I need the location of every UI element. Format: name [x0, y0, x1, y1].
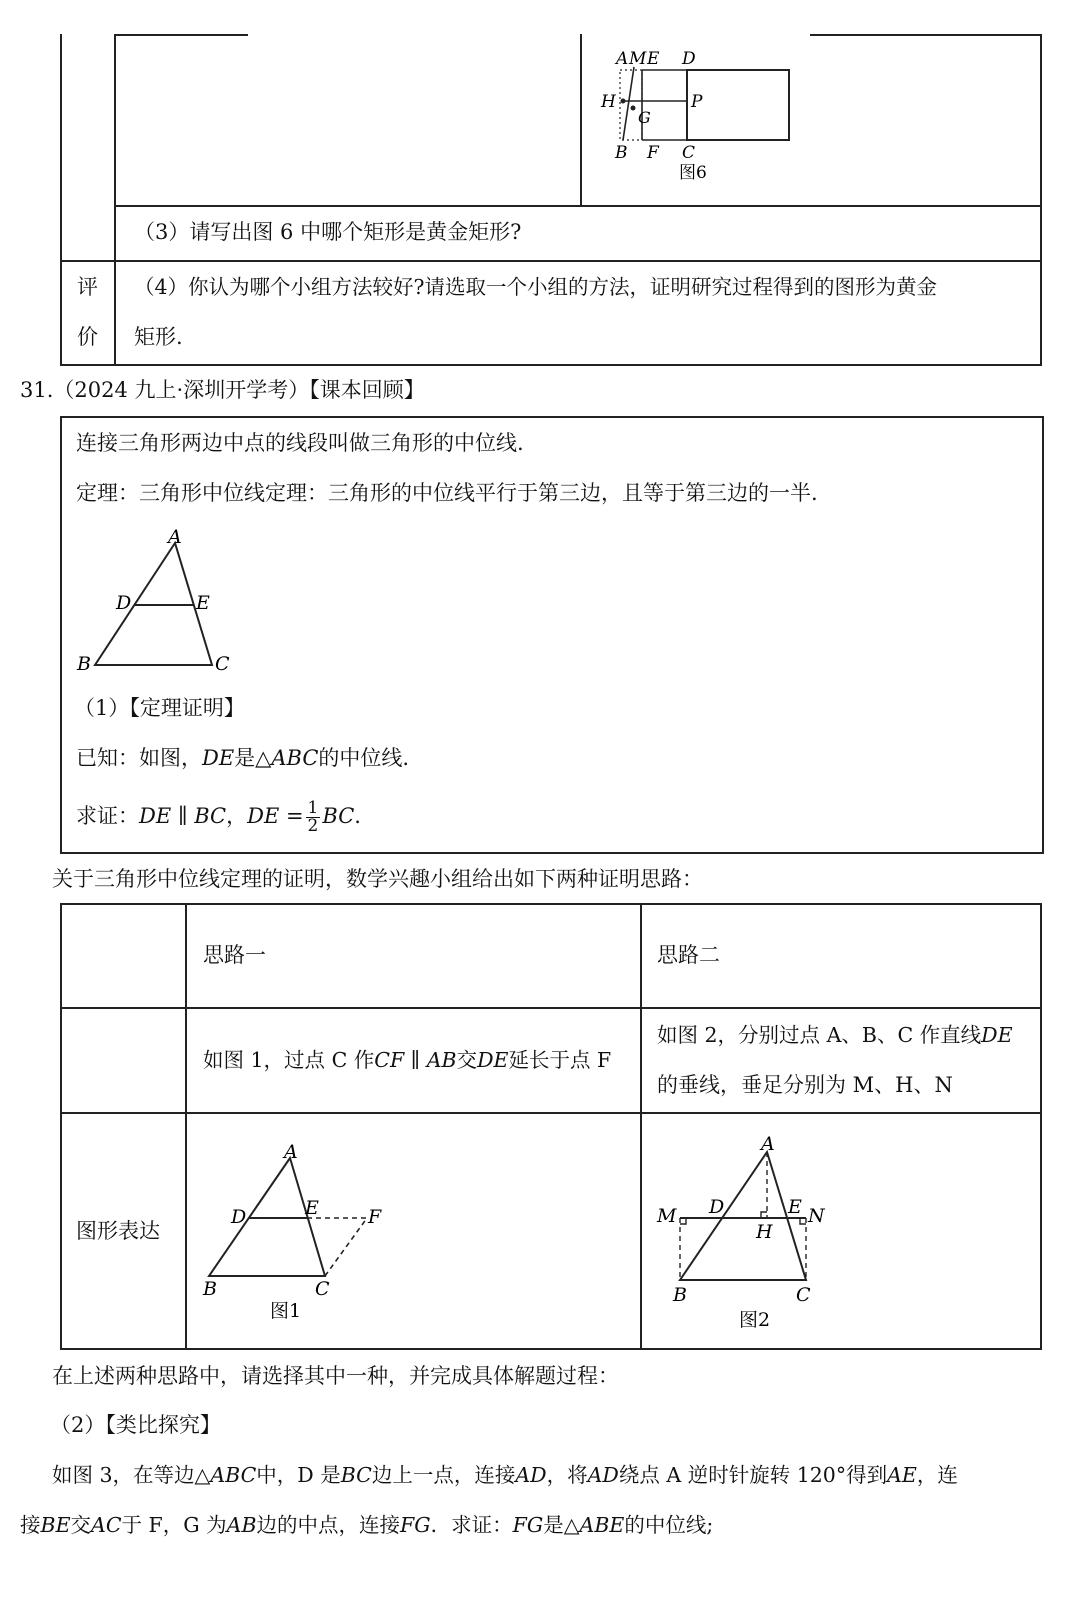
figure-6 — [590, 45, 810, 195]
fig6-label-h: H — [601, 92, 616, 112]
fig6-point-h — [621, 99, 626, 104]
fig1-label-e: E — [305, 1197, 319, 1219]
eval-label-2: 价 — [77, 325, 98, 349]
figure-2 — [650, 1128, 850, 1338]
fig6-label-d: D — [682, 49, 696, 69]
fig2-label-d: D — [709, 1196, 725, 1218]
tri-label-e: E — [196, 592, 210, 614]
part2-title: （2）【类比探究】 — [50, 1413, 221, 1437]
proof-ideas-intro: 关于三角形中位线定理的证明，数学兴趣小组给出如下两种证明思路： — [52, 867, 703, 891]
part2-line1: 如图 3，在等边△ABC中，D 是BC边上一点，连接AD，将AD绕点 A 逆时针旋转 120°得到AE，连 — [52, 1463, 958, 1487]
fig6-label-p: P — [691, 92, 703, 112]
choose-instruction: 在上述两种思路中，请选择其中一种，并完成具体解题过程： — [52, 1364, 619, 1388]
fig6-point-g — [631, 106, 636, 111]
fig6-caption: 图6 — [679, 163, 707, 183]
fig2-label-a: A — [761, 1133, 775, 1155]
tri-label-b: B — [77, 653, 91, 675]
fig6-label-b: B — [615, 143, 628, 163]
fig1-label-d: D — [231, 1206, 247, 1228]
fig6-label-m: M — [629, 49, 647, 69]
eval-label-1: 评 — [77, 275, 98, 299]
fig1-label-f: F — [368, 1206, 382, 1228]
fig2-label-b: B — [673, 1284, 687, 1306]
midline-theorem: 定理：三角形中位线定理：三角形的中位线平行于第三边，且等于第三边的一半. — [76, 481, 818, 505]
tri-label-c: C — [215, 653, 230, 675]
fig2-label-h: H — [756, 1221, 773, 1243]
figure-1 — [195, 1128, 395, 1328]
part1-title: （1）【定理证明】 — [74, 696, 245, 720]
fig6-label-e: E — [647, 49, 660, 69]
fig6-line-am — [623, 67, 634, 140]
fig2-label-n: N — [808, 1205, 825, 1227]
fig1-label-c: C — [315, 1278, 330, 1300]
question-4-line2: 矩形. — [134, 325, 183, 349]
idea2-text-line1: 如图 2，分别过点 A、B、C 作直线DE — [657, 1023, 1013, 1047]
fig2-label-e: E — [788, 1196, 802, 1218]
problem-31-header: 31.（2024 九上·深圳开学考）【课本回顾】 — [20, 378, 425, 402]
idea1-text: 如图 1，过点 C 作CF ∥ AB交DE延长于点 F — [203, 1048, 612, 1072]
question-4-line1: （4）你认为哪个小组方法较好?请选取一个小组的方法，证明研究过程得到的图形为黄金 — [134, 275, 938, 299]
fig6-label-f: F — [647, 143, 659, 163]
triangle-figure — [70, 525, 250, 680]
tri-label-d: D — [116, 592, 132, 614]
idea2-text-line2: 的垂线，垂足分别为 M、H、N — [657, 1073, 953, 1097]
fig6-label-a: A — [616, 49, 629, 69]
question-3: （3）请写出图 6 中哪个矩形是黄金矩形? — [134, 220, 522, 244]
fraction-half: $\frac{1}{2}$ — [307, 798, 319, 836]
fig2-label-c: C — [796, 1284, 811, 1306]
idea1-title: 思路一 — [203, 943, 266, 967]
idea2-title: 思路二 — [657, 943, 720, 967]
tri-label-a: A — [168, 526, 182, 548]
fig1-label-a: A — [284, 1141, 298, 1163]
part2-line2: 接BE交AC于 F，G 为AB边的中点，连接FG．求证：FG是△ABE的中位线; — [20, 1513, 714, 1537]
fig6-label-c: C — [682, 143, 696, 163]
prove-statement: 求证：DE ∥ BC，DE = $\frac{1}{2}$ BC. — [76, 798, 361, 836]
fig1-dashed-cf — [325, 1218, 367, 1276]
fig6-dotted-rect — [620, 70, 642, 140]
fig1-label-b: B — [203, 1278, 217, 1300]
fig1-caption: 图1 — [270, 1300, 302, 1322]
midline-definition: 连接三角形两边中点的线段叫做三角形的中位线. — [76, 431, 524, 455]
fig6-label-g: G — [638, 108, 651, 127]
fig2-label-m: M — [657, 1205, 677, 1227]
figure-row-label: 图形表达 — [76, 1219, 160, 1243]
fig2-caption: 图2 — [739, 1309, 771, 1331]
given-statement: 已知：如图，DE是△ABC的中位线. — [76, 746, 410, 770]
